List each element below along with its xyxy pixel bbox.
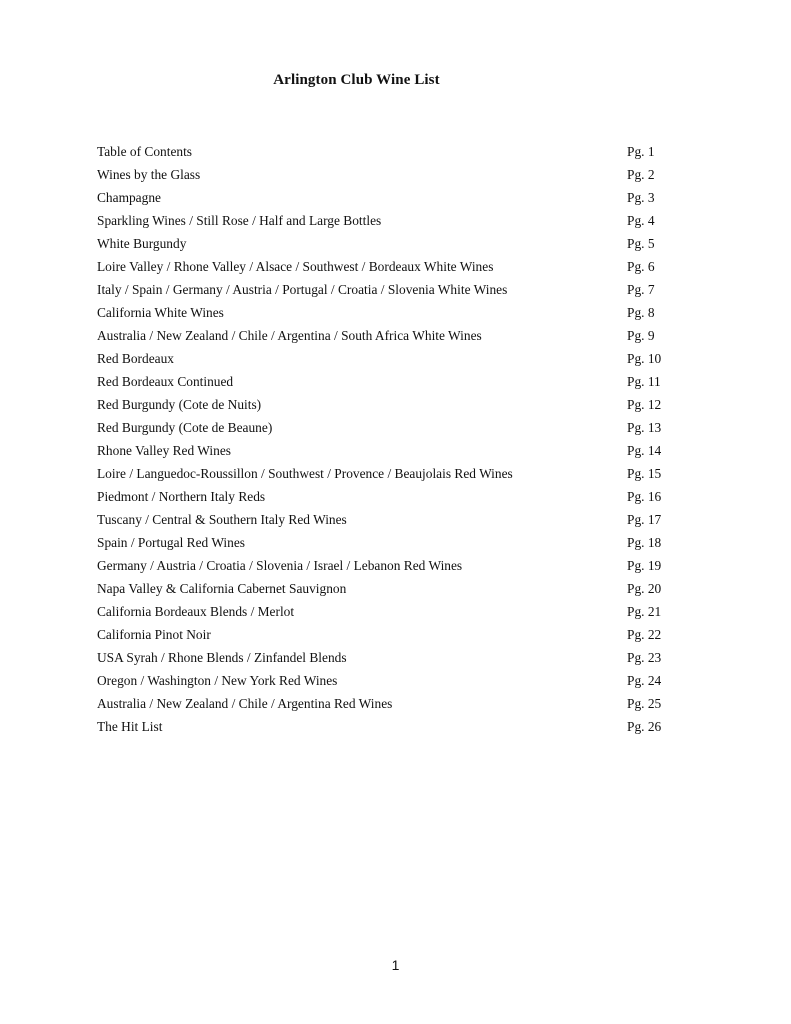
toc-entry-title: Germany / Austria / Croatia / Slovenia / Israel / Lebanon Red Wines xyxy=(97,558,463,573)
toc-entry xyxy=(97,209,677,232)
toc-entry-page: Pg. 25 xyxy=(627,696,662,711)
toc-entry-title: Wines by the Glass xyxy=(97,167,201,182)
toc-entry-title: Champagne xyxy=(97,190,161,205)
toc-entry-page: Pg. 23 xyxy=(627,650,662,665)
toc-entry-title: Napa Valley & California Cabernet Sauvignon xyxy=(97,581,347,596)
toc-entry xyxy=(97,163,677,186)
toc-entry-page: Pg. 6 xyxy=(627,259,655,274)
toc-entry-page: Pg. 19 xyxy=(627,558,662,573)
toc-entry xyxy=(97,324,677,347)
toc-entry-title: California Bordeaux Blends / Merlot xyxy=(97,604,295,619)
toc-entry-page: Pg. 18 xyxy=(627,535,662,550)
toc-entry-title: Red Bordeaux xyxy=(97,351,174,366)
toc-entry-page: Pg. 2 xyxy=(627,167,655,182)
toc-entry-title: Rhone Valley Red Wines xyxy=(97,443,231,458)
toc-entry-page: Pg. 16 xyxy=(627,489,662,504)
toc-entry-title: California White Wines xyxy=(97,305,224,320)
toc-entry-page: Pg. 5 xyxy=(627,236,655,251)
toc-entry xyxy=(97,278,677,301)
toc-entry xyxy=(97,347,677,370)
toc-entry xyxy=(97,186,677,209)
toc-entry-page: Pg. 8 xyxy=(627,305,655,320)
toc-entry xyxy=(97,140,677,163)
toc-entry-title: California Pinot Noir xyxy=(97,627,211,642)
toc-entry-page: Pg. 26 xyxy=(627,719,662,734)
table-of-contents xyxy=(97,140,677,738)
toc-entry xyxy=(97,623,677,646)
toc-entry xyxy=(97,554,677,577)
toc-entry xyxy=(97,508,677,531)
toc-entry xyxy=(97,370,677,393)
toc-entry-page: Pg. 17 xyxy=(627,512,662,527)
toc-entry-title: Loire Valley / Rhone Valley / Alsace / Southwest / Bordeaux White Wines xyxy=(97,259,494,274)
toc-entry-page: Pg. 11 xyxy=(627,374,661,389)
toc-entry xyxy=(97,600,677,623)
toc-entry-page: Pg. 1 xyxy=(627,144,655,159)
toc-entry xyxy=(97,301,677,324)
toc-entry-page: Pg. 14 xyxy=(627,443,662,458)
toc-entry-title: Tuscany / Central & Southern Italy Red Wines xyxy=(97,512,347,527)
toc-entry-title: Oregon / Washington / New York Red Wines xyxy=(97,673,338,688)
toc-entry-title: Sparkling Wines / Still Rose / Half and Large Bottles xyxy=(97,213,382,228)
toc-entry-title: Red Burgundy (Cote de Nuits) xyxy=(97,397,262,412)
toc-entry xyxy=(97,255,677,278)
page-number: 1 xyxy=(391,957,400,973)
toc-entry-title: Loire / Languedoc-Roussillon / Southwest / Provence / Beaujolais Red Wines xyxy=(97,466,513,481)
toc-entry-page: Pg. 24 xyxy=(627,673,662,688)
toc-entry-title: Italy / Spain / Germany / Austria / Portugal / Croatia / Slovenia White Wines xyxy=(97,282,508,297)
toc-entry-page: Pg. 9 xyxy=(627,328,655,343)
toc-entry xyxy=(97,232,677,255)
toc-entry-page: Pg. 3 xyxy=(627,190,655,205)
toc-entry-title: USA Syrah / Rhone Blends / Zinfandel Blends xyxy=(97,650,347,665)
toc-entry xyxy=(97,485,677,508)
toc-entry-title: The Hit List xyxy=(97,719,163,734)
toc-entry xyxy=(97,715,677,738)
toc-entry-page: Pg. 10 xyxy=(627,351,662,366)
toc-entry xyxy=(97,416,677,439)
toc-entry xyxy=(97,646,677,669)
toc-entry-title: Australia / New Zealand / Chile / Argentina / South Africa White Wines xyxy=(97,328,482,343)
toc-entry-page: Pg. 21 xyxy=(627,604,662,619)
toc-entry-title: Table of Contents xyxy=(97,144,193,159)
toc-entry-title: White Burgundy xyxy=(97,236,187,251)
toc-entry-title: Piedmont / Northern Italy Reds xyxy=(97,489,266,504)
toc-entry-title: Spain / Portugal Red Wines xyxy=(97,535,245,550)
toc-entry xyxy=(97,531,677,554)
toc-entry xyxy=(97,393,677,416)
toc-entry-page: Pg. 12 xyxy=(627,397,662,412)
page-title: Arlington Club Wine List xyxy=(273,72,440,88)
toc-entry xyxy=(97,577,677,600)
toc-entry-title: Australia / New Zealand / Chile / Argentina Red Wines xyxy=(97,696,393,711)
toc-entry-page: Pg. 15 xyxy=(627,466,662,481)
toc-entry-page: Pg. 7 xyxy=(627,282,655,297)
toc-entry xyxy=(97,692,677,715)
toc-entry-page: Pg. 13 xyxy=(627,420,662,435)
toc-entry-page: Pg. 4 xyxy=(627,213,655,228)
toc-entry-page: Pg. 22 xyxy=(627,627,662,642)
toc-entry xyxy=(97,439,677,462)
toc-entry xyxy=(97,462,677,485)
toc-entry-title: Red Burgundy (Cote de Beaune) xyxy=(97,420,273,435)
toc-entry-title: Red Bordeaux Continued xyxy=(97,374,234,389)
toc-entry xyxy=(97,669,677,692)
toc-entry-page: Pg. 20 xyxy=(627,581,662,596)
